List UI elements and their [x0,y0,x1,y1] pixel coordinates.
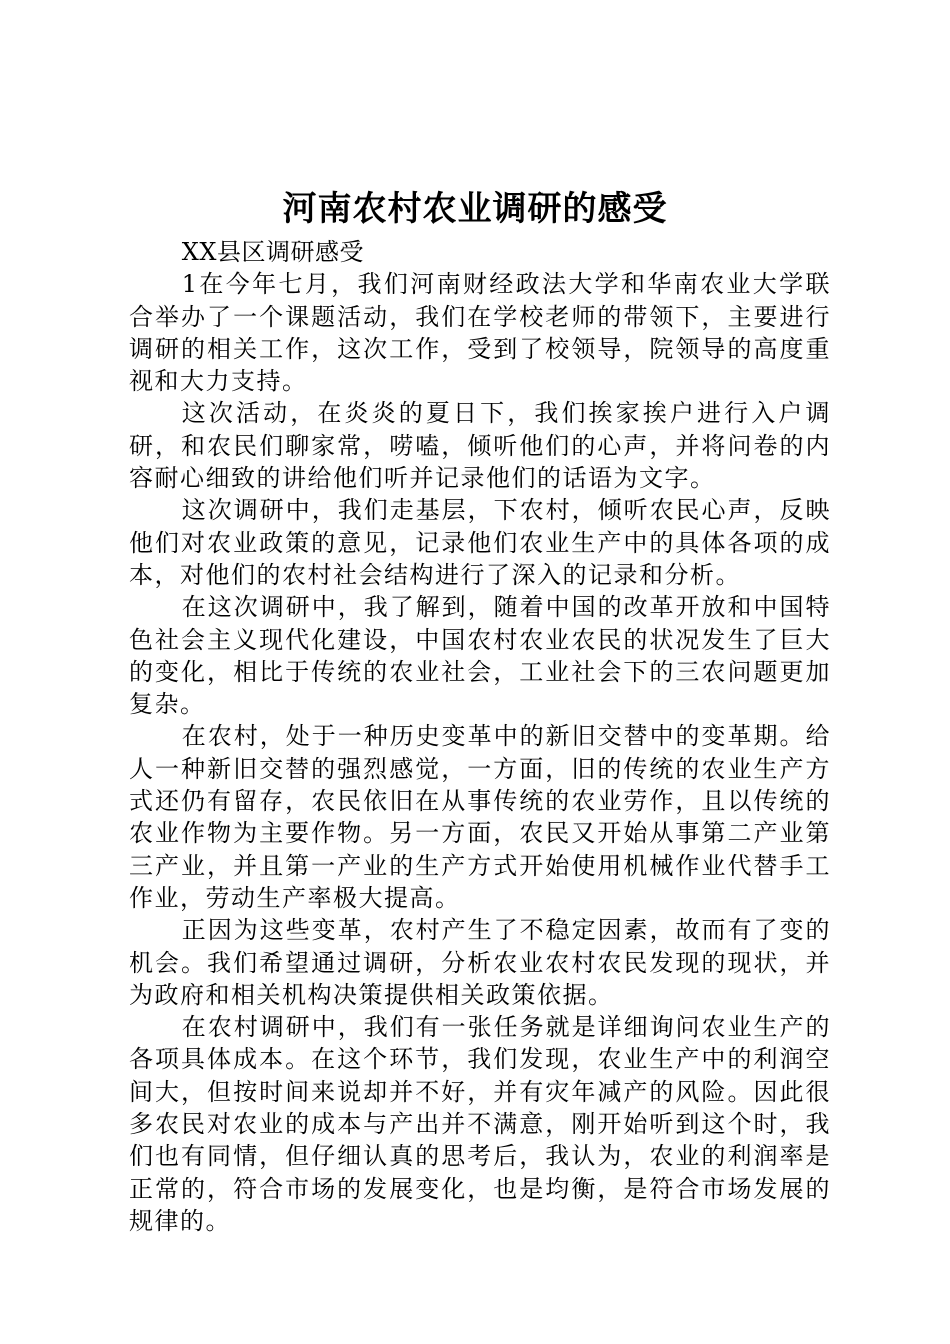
paragraph: 这次活动，在炎炎的夏日下，我们挨家挨户进行入户调研，和农民们聊家常，唠嗑，倾听他们的心声，并将问卷的内容耐心细致的讲给他们听并记录他们的话语为文字。 [129,399,831,493]
paragraph: 1在今年七月，我们河南财经政法大学和华南农业大学联合举办了一个课题活动，我们在学校老师的带领下，主要进行调研的相关工作，这次工作，受到了校领导，院领导的高度重视和大力支持。 [129,270,831,396]
document-subtitle: XX县区调研感受 [181,238,364,266]
paragraph: 在农村调研中，我们有一张任务就是详细询问农业生产的各项具体成本。在这个环节，我们发现，农业生产中的利润空间大，但按时间来说却并不好，并有灾年减产的风险。因此很多农民对农业的成本与产出并不满意，刚开始听到这个时，我们也有同情，但仔细认真的思考后，我认为，农业的利润率是正常的，符合市场的发展变化，也是均衡，是符合市场发展的规律的。 [129,1013,831,1235]
paragraph: 正因为这些变革，农村产生了不稳定因素，故而有了变的机会。我们希望通过调研，分析农业农村农民发现的现状，并为政府和相关机构决策提供相关政策依据。 [129,916,831,1009]
document-body [129,236,831,1237]
paragraph: 在这次调研中，我了解到，随着中国的改革开放和中国特色社会主义现代化建设，中国农村农业农民的状况发生了巨大的变化，相比于传统的农业社会，工业社会下的三农问题更加复杂。 [129,593,831,719]
paragraph: 在农村，处于一种历史变革中的新旧交替中的变革期。给人一种新旧交替的强烈感觉，一方面，旧的传统的农业生产方式还仍有留存，农民依旧在从事传统的农业劳作，且以传统的农业作物为主要作物。另一方面，农民又开始从事第二产业第三产业，并且第一产业的生产方式开始使用机械作业代替手工作业，劳动生产率极大提高。 [129,722,831,912]
document-title: 河南农村农业调研的感受 [282,189,668,229]
paragraph: 这次调研中，我们走基层，下农村，倾听农民心声，反映他们对农业政策的意见，记录他们农业生产中的具体各项的成本，对他们的农村社会结构进行了深入的记录和分析。 [129,496,831,589]
